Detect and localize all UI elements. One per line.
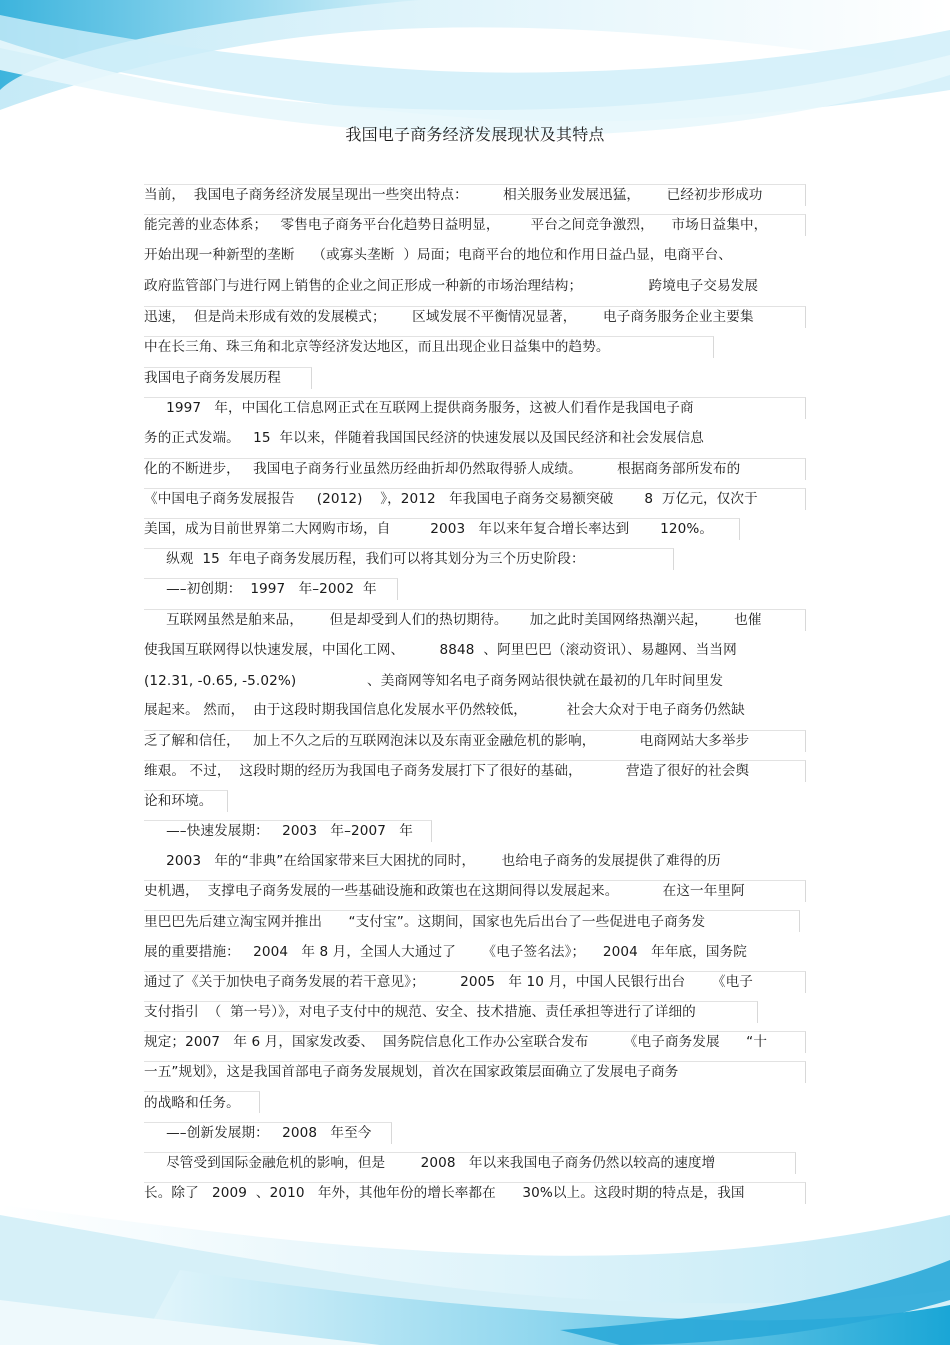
stage-heading: —–初创期： 1997 年–2002 年 — [144, 581, 377, 597]
text-line: 乏了解和信任， 加上不久之后的互联网泡沫以及东南亚金融危机的影响， 电商网站大多举步 — [144, 733, 750, 749]
stage-heading: —–快速发展期： 2003 年–2007 年 — [144, 823, 413, 839]
text-line: 尽管受到国际金融危机的影响，但是 2008 年以来我国电子商务仍然以较高的速度增 — [144, 1155, 716, 1171]
text-line: 开始出现一种新型的垄断 （或寡头垄断 ）局面；电商平台的地位和作用日益凸显，电商平台、 — [144, 247, 732, 263]
text-line: 化的不断进步， 我国电子商务行业虽然历经曲折却仍然取得骄人成绩。 根据商务部所发布的 — [144, 461, 741, 477]
text-line: 中在长三角、珠三角和北京等经济发达地区，而且出现企业日益集中的趋势。 — [144, 339, 610, 355]
text-line: 务的正式发端。 15 年以来，伴随着我国国民经济的快速发展以及国民经济和社会发展信息 — [144, 430, 704, 446]
text-line: 史机遇， 支撑电子商务发展的一些基础设施和政策也在这期间得以发展起来。 在这一年里阿 — [144, 883, 745, 899]
text-line: 美国，成为目前世界第二大网购市场，自 2003 年以来年复合增长率达到 120%。 — [144, 521, 714, 537]
text-line: 纵观 15 年电子商务发展历程，我们可以将其划分为三个历史阶段： — [144, 551, 585, 567]
text-line: 展的重要措施： 2004 年 8 月，全国人大通过了 《电子签名法》； 2004 年年底，国务院 — [144, 944, 747, 960]
text-line: 当前， 我国电子商务经济发展呈现出一些突出特点： 相关服务业发展迅猛， 已经初步形成功 — [144, 187, 763, 203]
text-line: 一五”规划》，这是我国首部电子商务发展规划，首次在国家政策层面确立了发展电子商务 — [144, 1064, 679, 1080]
text-line: 迅速， 但是尚未形成有效的发展模式； 区域发展不平衡情况显著， 电子商务服务企业主要集 — [144, 309, 754, 325]
text-line: 支付指引 （ 第一号）》，对电子支付中的规范、安全、技术措施、责任承担等进行了详细的 — [144, 1004, 696, 1020]
stage-heading: —–创新发展期： 2008 年至今 — [144, 1125, 372, 1141]
text-line: 通过了《关于加快电子商务发展的若干意见》； 2005 年 10 月，中国人民银行出台 《电子 — [144, 974, 753, 990]
text-line: 长。除了 2009 、2010 年外，其他年份的增长率都在 30%以上。这段时期的特点是，我国 — [144, 1185, 745, 1201]
text-line: 论和环境。 — [144, 793, 213, 809]
text-line: 维艰。 不过， 这段时期的经历为我国电子商务发展打下了很好的基础， 营造了很好的社会舆 — [144, 763, 750, 779]
document-title: 我国电子商务经济发展现状及其特点 — [345, 125, 605, 144]
text-line: 规定；2007 年 6 月，国家发改委、 国务院信息化工作办公室联合发布 《电子商务发展 “十 — [144, 1034, 768, 1050]
text-line: 使我国互联网得以快速发展，中国化工网、 8848 、阿里巴巴（滚动资讯）、易趣网、当当网 — [144, 642, 737, 658]
text-line: 的战略和任务。 — [144, 1095, 240, 1111]
section-heading: 我国电子商务发展历程 — [144, 370, 281, 386]
text-line: 政府监管部门与进行网上销售的企业之间正形成一种新的市场治理结构； 跨境电子交易发展 — [144, 278, 759, 294]
text-line: 能完善的业态体系； 零售电子商务平台化趋势日益明显， 平台之间竞争激烈， 市场日益集中， — [144, 217, 768, 233]
text-line: 展起来。 然而， 由于这段时期我国信息化发展水平仍然较低， 社会大众对于电子商务仍然缺 — [144, 702, 745, 718]
text-line: (12.31, -0.65, -5.02%) 、美商网等知名电子商务网站很快就在最初的几年时间里发 — [144, 673, 724, 689]
text-line: 1997 年，中国化工信息网正式在互联网上提供商务服务，这被人们看作是我国电子商 — [144, 400, 694, 416]
text-line: 《中国电子商务发展报告 (2012) 》，2012 年我国电子商务交易额突破 8 万亿元，仅次于 — [144, 491, 758, 507]
text-line: 2003 年的“非典”在给国家带来巨大困扰的同时， 也给电子商务的发展提供了难得的历 — [144, 853, 721, 869]
text-line: 互联网虽然是舶来品， 但是却受到人们的热切期待。 加之此时美国网络热潮兴起， 也催 — [144, 612, 762, 628]
text-line: 里巴巴先后建立淘宝网并推出 “支付宝”。这期间，国家也先后出台了一些促进电子商务发 — [144, 914, 706, 930]
